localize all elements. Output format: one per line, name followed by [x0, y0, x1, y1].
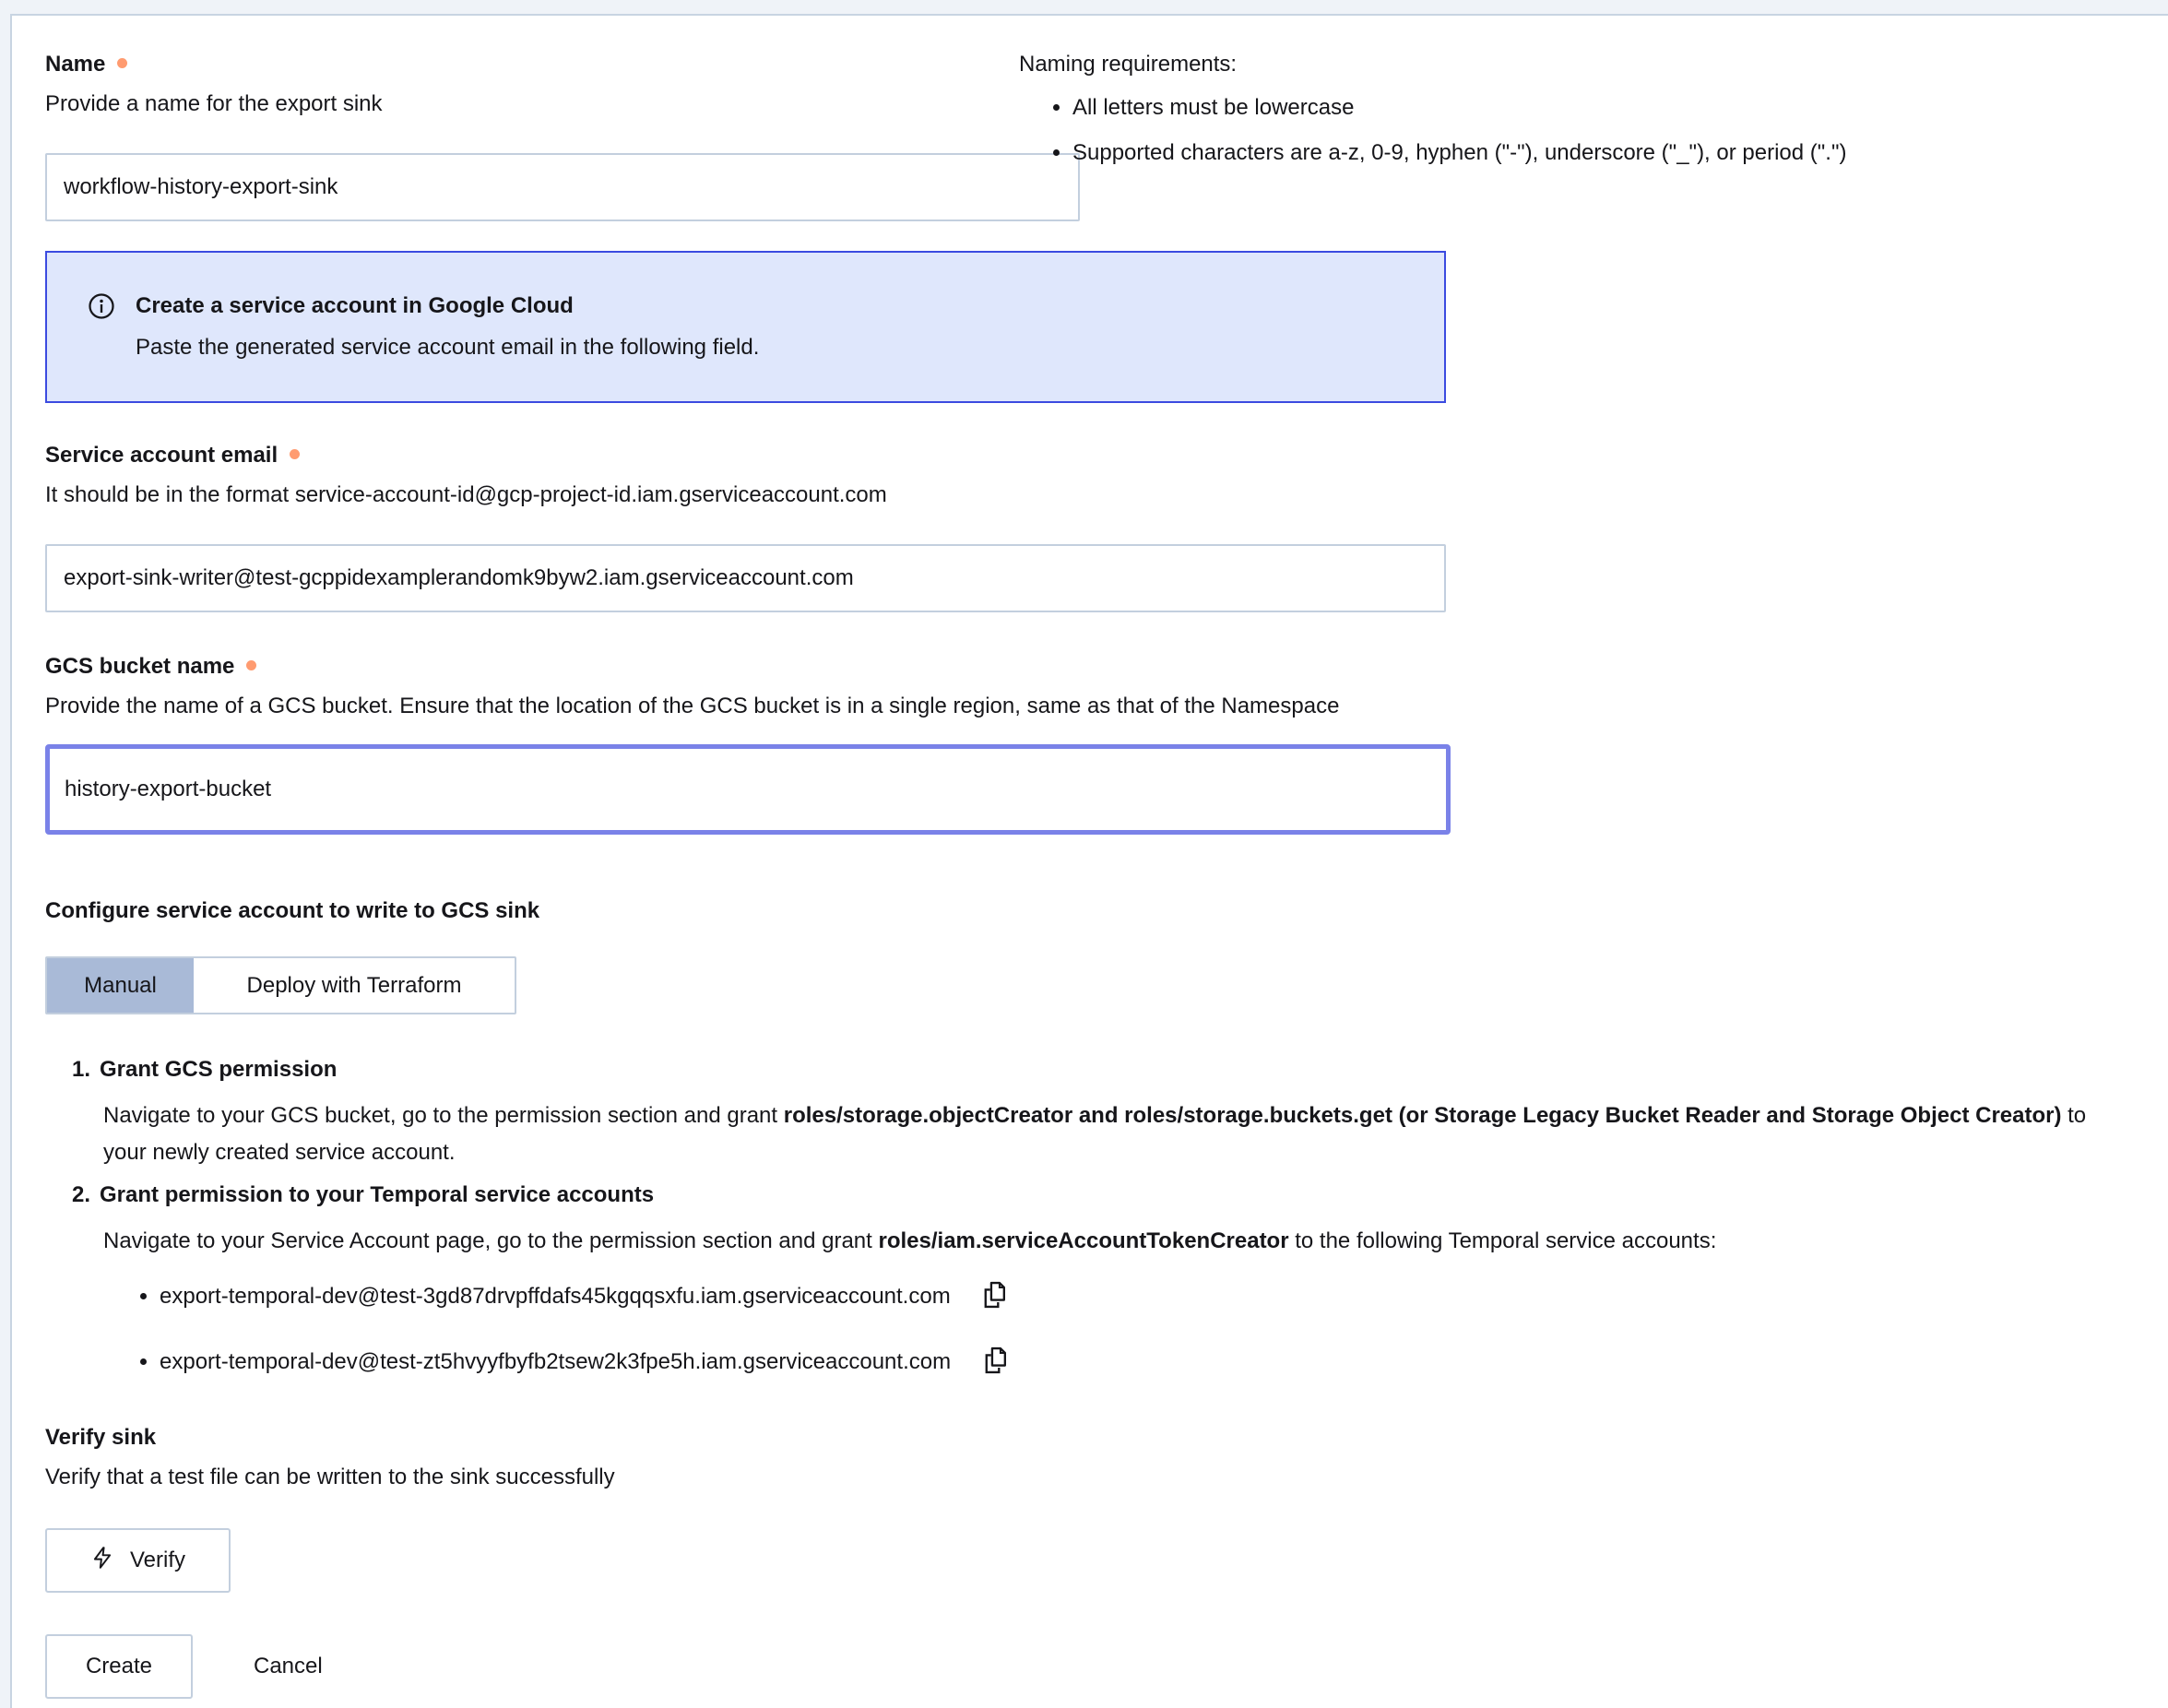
- create-button[interactable]: Create: [45, 1634, 193, 1699]
- temporal-service-account-item: [160, 1346, 2168, 1378]
- bucket-label: GCS bucket name: [45, 654, 235, 679]
- service-account-label: Service account email: [45, 443, 278, 468]
- step-grant-temporal-permission: [45, 1180, 2168, 1260]
- manual-steps: [45, 1055, 2168, 1378]
- export-sink-form-panel: [10, 14, 2168, 1708]
- verify-sink-description: Verify that a test file can be written to the sink successfully: [45, 1465, 615, 1489]
- step-title-text: Grant GCS permission: [100, 1057, 338, 1082]
- tab-deploy-with-terraform[interactable]: Deploy with Terraform: [194, 958, 515, 1013]
- info-icon: [88, 292, 115, 326]
- copy-icon: [980, 1280, 1008, 1312]
- required-dot-icon: [290, 449, 300, 459]
- step-body-text: Navigate to your Service Account page, go to the permission section and grant: [103, 1228, 879, 1253]
- step-title: [72, 1055, 2168, 1085]
- name-input[interactable]: [45, 153, 1080, 221]
- naming-requirement-item: • All letters must be lowercase: [1072, 94, 2168, 122]
- required-dot-icon: [246, 660, 256, 670]
- temporal-service-accounts-list: [45, 1280, 2168, 1378]
- service-account-label-row: [45, 442, 2168, 469]
- copy-icon: [981, 1346, 1009, 1378]
- info-box-text: [136, 291, 759, 363]
- step-title: [72, 1180, 2168, 1210]
- step-body-text: to your newly created service account.: [103, 1103, 2087, 1165]
- verify-button-label: Verify: [129, 1548, 186, 1572]
- cancel-button[interactable]: Cancel: [254, 1634, 323, 1699]
- service-account-email-input[interactable]: [45, 544, 1446, 612]
- step-body-bold-roles: roles/iam.serviceAccountTokenCreator: [878, 1228, 1289, 1253]
- verify-button[interactable]: [45, 1528, 231, 1593]
- step-body-text: to the following Temporal service accounts:: [1288, 1228, 1717, 1253]
- bucket-name-input[interactable]: [45, 744, 1451, 835]
- copy-button[interactable]: [981, 1346, 1009, 1378]
- service-account-description: It should be in the format service-account-id@gcp-project-id.iam.gserviceaccount.com: [45, 482, 887, 507]
- lightning-icon: [90, 1545, 114, 1577]
- temporal-service-account-email: export-temporal-dev@test-3gd87drvpffdafs45kgqqsxfu.iam.gserviceaccount.com: [160, 1284, 951, 1309]
- form-actions: [45, 1634, 2168, 1699]
- name-description: Provide a name for the export sink: [45, 91, 383, 116]
- bucket-label-row: [45, 653, 2168, 681]
- step-body-bold-roles: roles/storage.objectCreator and roles/storage.buckets.get (or Storage Legacy Bucket Reader and Storage Object Creator): [783, 1103, 2062, 1128]
- info-box-description: Paste the generated service account email in the following field.: [136, 335, 760, 360]
- temporal-service-account-item: [160, 1280, 2168, 1312]
- copy-button[interactable]: [980, 1280, 1008, 1312]
- tab-manual[interactable]: Manual: [47, 958, 194, 1013]
- verify-section: [45, 1424, 2168, 1593]
- naming-requirement-item: • Supported characters are a-z, 0-9, hyphen ("-"), underscore ("_"), or period ("."): [1072, 139, 2168, 167]
- name-label: Name: [45, 52, 106, 77]
- info-box-title: Create a service account in Google Cloud: [136, 293, 574, 318]
- naming-requirements-list: [1019, 94, 2168, 167]
- naming-requirements-title: Naming requirements:: [1019, 52, 1238, 77]
- bucket-description: Provide the name of a GCS bucket. Ensure that the location of the GCS bucket is in a single region, same as that of the Namespace: [45, 694, 1340, 718]
- step-grant-gcs-permission: [45, 1055, 2168, 1171]
- step-title-text: Grant permission to your Temporal service accounts: [100, 1182, 655, 1207]
- required-dot-icon: [117, 58, 127, 68]
- service-account-info-box: [45, 251, 1446, 403]
- temporal-service-account-email: export-temporal-dev@test-zt5hvyyfbyfb2tsew2k3fpe5h.iam.gserviceaccount.com: [160, 1349, 952, 1374]
- step-number: 1.: [72, 1057, 91, 1082]
- configure-tabs: [45, 956, 516, 1014]
- step-body: [103, 1223, 2118, 1260]
- step-number: 2.: [72, 1182, 91, 1207]
- verify-sink-title: Verify sink: [45, 1425, 157, 1450]
- configure-section-title: Configure service account to write to GCS sink: [45, 898, 540, 923]
- step-body: [103, 1097, 2118, 1171]
- step-body-text: Navigate to your GCS bucket, go to the permission section and grant: [103, 1103, 784, 1128]
- naming-requirements: [1019, 51, 2168, 184]
